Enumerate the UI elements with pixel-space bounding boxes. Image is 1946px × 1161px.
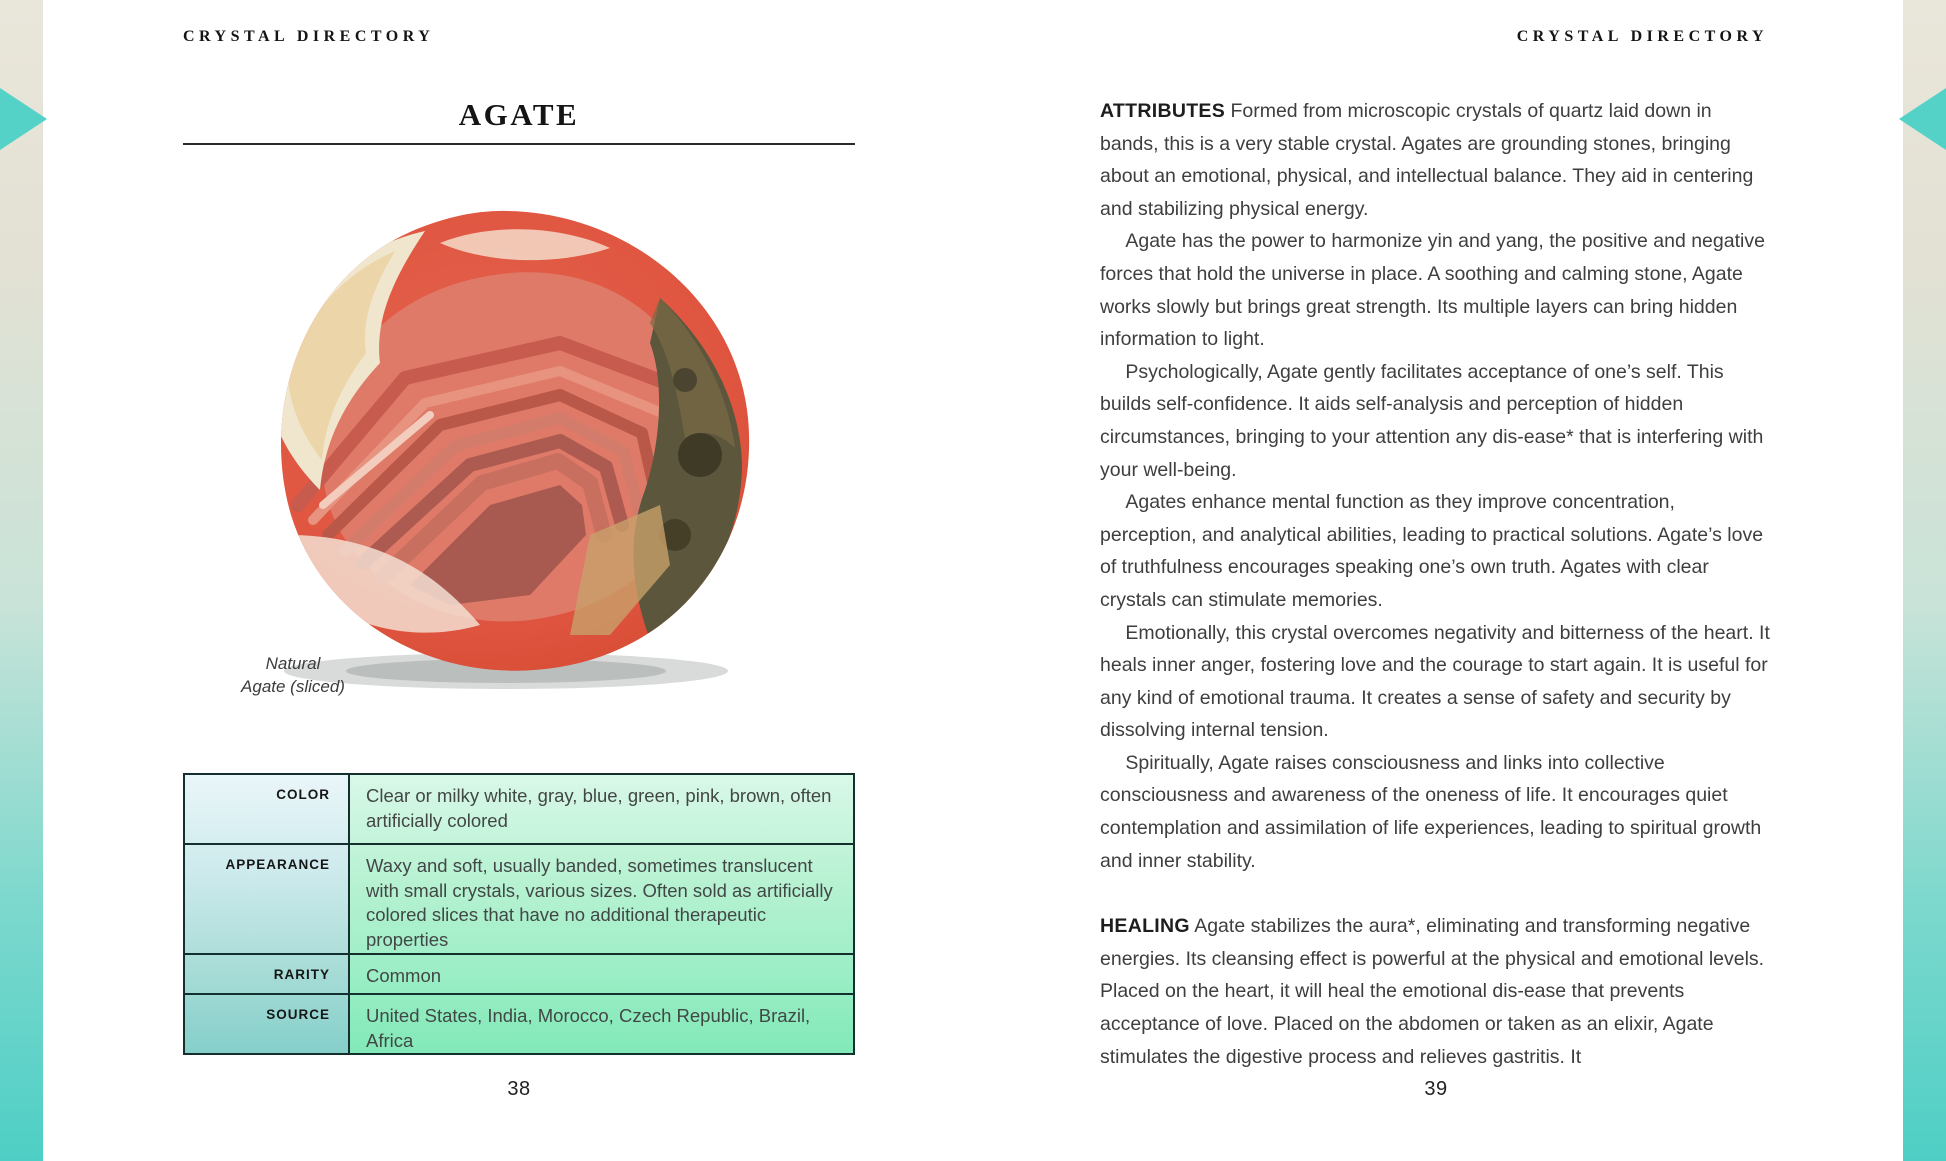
- body-paragraph: [1100, 356, 1772, 486]
- body-paragraph: [1100, 617, 1772, 747]
- body-paragraph: [1100, 225, 1772, 355]
- table-row: [185, 775, 853, 845]
- section-heading: HEALING: [1100, 915, 1190, 938]
- body-paragraph: [1100, 486, 1772, 616]
- table-rows: [185, 775, 853, 1053]
- paragraph-text: Psychologically, Agate gently facilitates acceptance of one’s self. This builds self-confidence. It aids self-analysis and perception of hidden circumstances, bringing to your attention any dis-ease* that is interfering with your well-being.: [1100, 360, 1764, 481]
- right-arrow-decoration-icon: [1899, 88, 1946, 150]
- table-row: [185, 955, 853, 995]
- table-row-value: Waxy and soft, usually banded, sometimes translucent with small crystals, various sizes. Often sold as artificially colored slices that have no additional therapeutic properties: [366, 855, 833, 950]
- body-paragraph: [1100, 95, 1772, 225]
- table-row-label: COLOR: [185, 775, 350, 843]
- left-running-header: CRYSTAL DIRECTORY: [183, 28, 435, 45]
- table-row: [185, 845, 853, 955]
- table-row-value: Clear or milky white, gray, blue, green, pink, brown, often artificially colored: [366, 785, 832, 831]
- paragraph-text: Agate stabilizes the aura*, eliminating and transforming negative energies. Its cleansing effect is powerful at the physical and emotional levels. Placed on the heart, it will heal the emotional dis-ease that prevents acceptance of love. Placed on the abdomen or taken as an elixir, Agate stimulates the digestive process and relieves gastritis. It: [1100, 915, 1765, 1068]
- left-arrow-decoration-icon: [0, 88, 47, 150]
- right-page-number: 39: [1424, 1078, 1448, 1100]
- table-row: [185, 995, 853, 1055]
- body-text-column: [1100, 95, 1772, 1073]
- body-paragraph: [1100, 747, 1772, 877]
- table-row-label: RARITY: [185, 955, 350, 993]
- table-row-value: Common: [366, 965, 442, 986]
- title-rule: [183, 143, 855, 145]
- paragraph-text: Agates enhance mental function as they improve concentration, perception, and analytical abilities, leading to practical solutions. Agate’s love of truthfulness encourages speaking one’s own truth. Agates with clear crystals can stimulate memories.: [1100, 491, 1764, 611]
- image-caption: [198, 652, 388, 699]
- caption-line-2: Agate (sliced): [241, 677, 345, 697]
- paragraph-text: Spiritually, Agate raises consciousness and links into collective consciousness and awareness of the oneness of life. It encourages quiet contemplation and assimilation of life experiences, leading to spiritual growth and inner stability.: [1100, 751, 1762, 872]
- paragraph-text: Formed from microscopic crystals of quartz laid down in bands, this is a very stable crystal. Agates are grounding stones, bringing about an emotional, physical, and intellectual balance. They aid in centering and stabilizing physical energy.: [1100, 100, 1754, 220]
- agate-photo: [228, 203, 788, 698]
- table-row-value: United States, India, Morocco, Czech Republic, Brazil, Africa: [366, 1005, 811, 1051]
- page-title: AGATE: [458, 97, 580, 132]
- paragraph-text: Emotionally, this crystal overcomes negativity and bitterness of the heart. It heals inner anger, fostering love and the courage to start again. It is useful for any kind of emotional trauma. It creates a sense of safety and security by dissolving internal tension.: [1100, 621, 1770, 742]
- paragraph-text: Agate has the power to harmonize yin and yang, the positive and negative forces that hold the universe in place. A soothing and calming stone, Agate works slowly but brings great strength. Its multiple layers can bring hidden information to light.: [1100, 230, 1765, 351]
- table-row-label: SOURCE: [185, 995, 350, 1055]
- section-heading: ATTRIBUTES: [1100, 100, 1226, 122]
- left-page-number: 38: [507, 1078, 531, 1100]
- table-row-label: APPEARANCE: [185, 845, 350, 953]
- crystal-properties-table: [183, 773, 855, 1055]
- right-running-header: CRYSTAL DIRECTORY: [1516, 28, 1768, 45]
- body-paragraph: [1100, 910, 1772, 1073]
- caption-line-1: Natural: [265, 654, 321, 673]
